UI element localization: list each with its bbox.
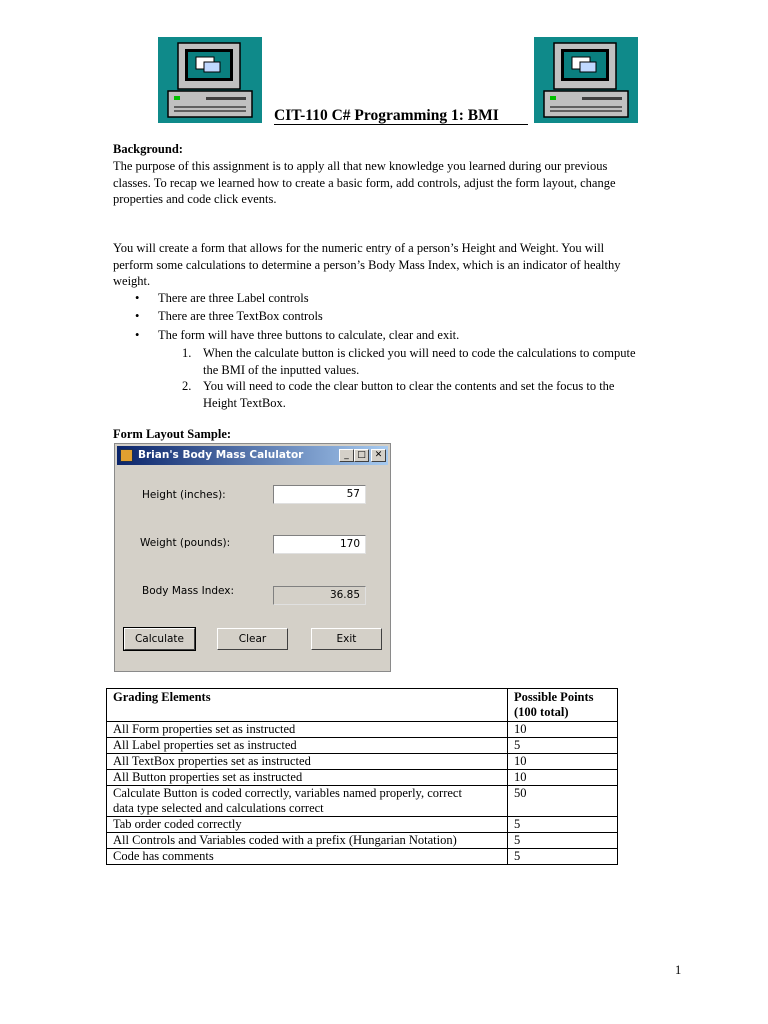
- table-row: [107, 817, 618, 833]
- bmi-label: Body Mass Index:: [142, 585, 235, 597]
- table-row: [107, 754, 618, 770]
- item-text: Height TextBox.: [203, 395, 286, 410]
- table-cell: 10: [508, 770, 618, 786]
- bullet-item: • The form will have three buttons to calculate, clear and exit.: [135, 328, 460, 342]
- page-number: 1: [675, 963, 682, 977]
- item-text: the BMI of the inputted values.: [203, 362, 360, 377]
- table-cell: 10: [508, 754, 618, 770]
- table-row: [107, 833, 618, 849]
- cell-line: data type selected and calculations correct: [113, 801, 324, 815]
- page-title: CIT-110 C# Programming 1: BMI: [274, 107, 499, 124]
- table-cell: [107, 786, 508, 817]
- background-paragraph-2: [113, 240, 693, 290]
- weight-input[interactable]: 170: [273, 535, 366, 554]
- form-sample-heading: Form Layout Sample:: [113, 427, 232, 441]
- item-number: 2.: [182, 379, 192, 393]
- maximize-icon[interactable]: □: [354, 449, 369, 462]
- bmi-output: 36.85: [273, 586, 366, 605]
- height-label: Height (inches):: [142, 489, 226, 501]
- table-row: [107, 770, 618, 786]
- table-header: Grading Elements: [107, 689, 508, 722]
- item-text: When the calculate button is clicked you will need to code the calculations to compute: [203, 346, 636, 360]
- table-row: [107, 738, 618, 754]
- grading-table: [106, 688, 618, 865]
- item-number: 1.: [182, 346, 192, 360]
- bullet-text: There are three TextBox controls: [158, 309, 323, 323]
- window-title: Brian's Body Mass Calulator: [138, 449, 304, 461]
- table-row: [107, 849, 618, 865]
- paragraph-line: classes. To recap we learned how to create a basic form, add controls, adjust the form layout, change: [113, 175, 616, 190]
- item-text: You will need to code the clear button to clear the contents and set the focus to the: [203, 379, 615, 393]
- window-titlebar: [117, 446, 388, 465]
- exit-button[interactable]: Exit: [311, 628, 382, 650]
- table-cell: 5: [508, 849, 618, 865]
- numbered-item: [182, 378, 692, 411]
- background-heading: Background:: [113, 142, 183, 156]
- table-cell: All TextBox properties set as instructed: [107, 754, 508, 770]
- background-paragraph-1: [113, 158, 693, 208]
- table-cell: All Form properties set as instructed: [107, 722, 508, 738]
- bullet-item: • There are three Label controls: [135, 291, 309, 305]
- paragraph-line: You will create a form that allows for the numeric entry of a person’s Height and Weight. You will: [113, 241, 605, 255]
- title-underline: [274, 124, 528, 125]
- paragraph-line: The purpose of this assignment is to apply all that new knowledge you learned during our previous: [113, 159, 608, 173]
- table-cell: 10: [508, 722, 618, 738]
- header-line: (100 total): [514, 705, 569, 719]
- table-header: [508, 689, 618, 722]
- table-cell: All Label properties set as instructed: [107, 738, 508, 754]
- paragraph-line: weight.: [113, 274, 151, 288]
- computer-icon: [158, 37, 262, 123]
- bullet-text: There are three Label controls: [158, 291, 309, 305]
- table-cell: 5: [508, 817, 618, 833]
- computer-icon: [534, 37, 638, 123]
- table-cell: 5: [508, 738, 618, 754]
- table-cell: 5: [508, 833, 618, 849]
- table-cell: 50: [508, 786, 618, 817]
- app-icon: [120, 449, 133, 462]
- close-icon[interactable]: ✕: [371, 449, 386, 462]
- bullet-item: • There are three TextBox controls: [135, 309, 323, 323]
- form-sample-window: [114, 443, 391, 672]
- table-header-row: [107, 689, 618, 722]
- clear-button[interactable]: Clear: [217, 628, 288, 650]
- height-input[interactable]: 57: [273, 485, 366, 504]
- header-line: Possible Points: [514, 690, 594, 704]
- paragraph-line: properties and code click events.: [113, 192, 277, 206]
- numbered-item: [182, 345, 692, 378]
- table-cell: Tab order coded correctly: [107, 817, 508, 833]
- weight-label: Weight (pounds):: [140, 537, 231, 549]
- calculate-button[interactable]: Calculate: [124, 628, 195, 650]
- cell-line: Calculate Button is coded correctly, variables named properly, correct: [113, 786, 462, 800]
- minimize-icon[interactable]: _: [339, 449, 354, 462]
- table-row: [107, 786, 618, 817]
- paragraph-line: perform some calculations to determine a person’s Body Mass Index, which is an indicator of healthy: [113, 257, 621, 272]
- table-cell: All Controls and Variables coded with a prefix (Hungarian Notation): [107, 833, 508, 849]
- table-row: [107, 722, 618, 738]
- table-cell: Code has comments: [107, 849, 508, 865]
- bullet-text: The form will have three buttons to calculate, clear and exit.: [158, 328, 460, 342]
- table-cell: All Button properties set as instructed: [107, 770, 508, 786]
